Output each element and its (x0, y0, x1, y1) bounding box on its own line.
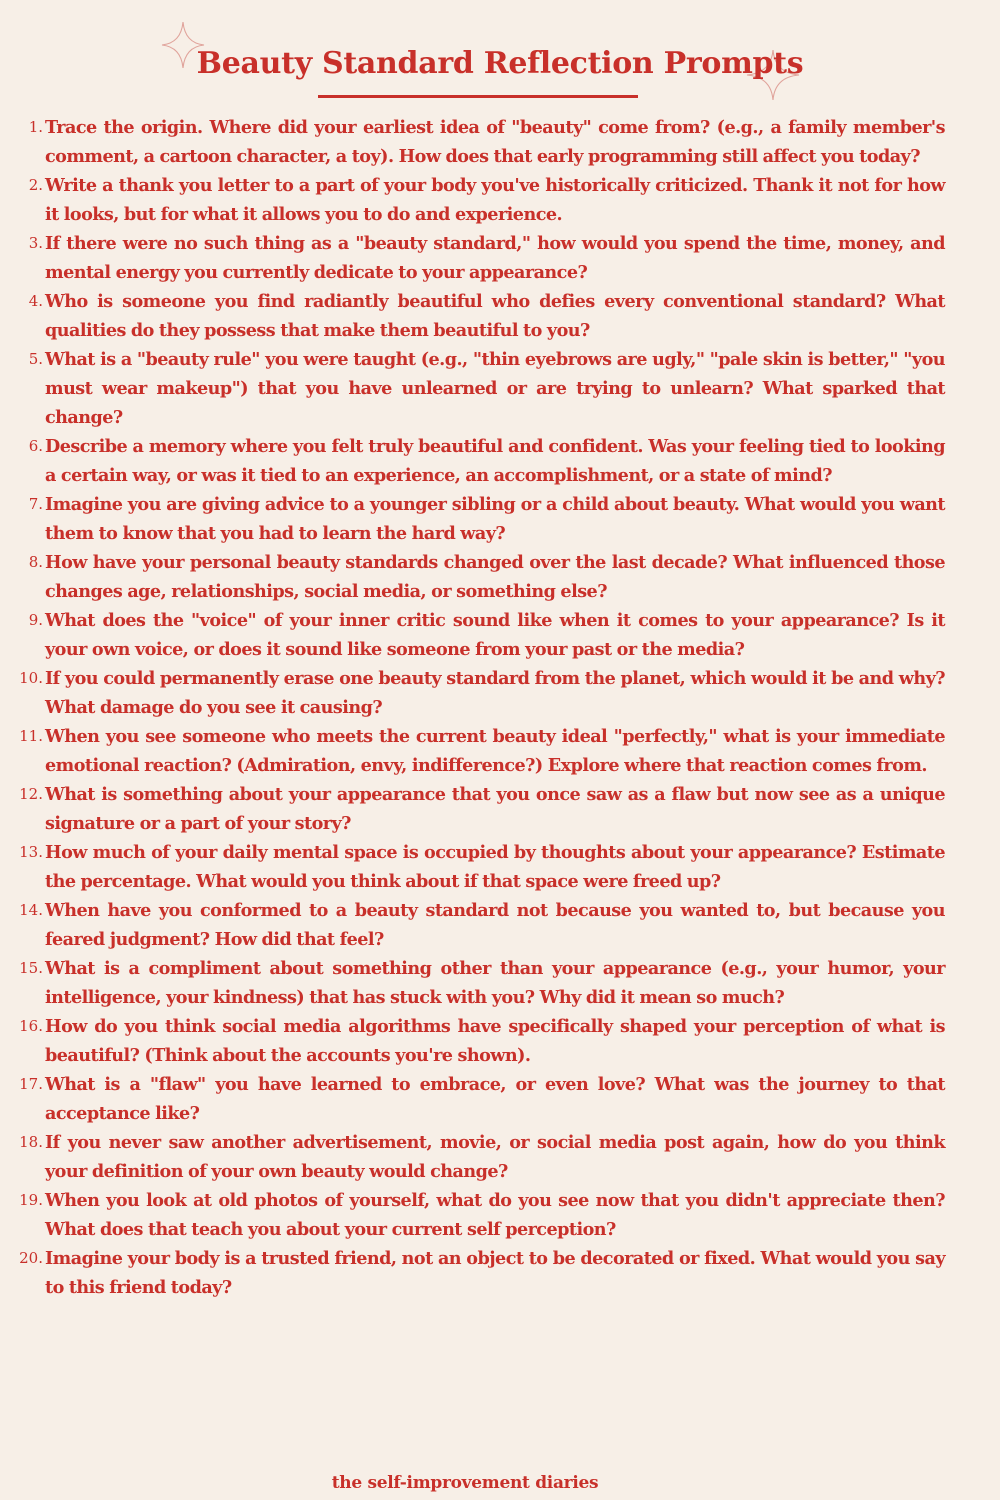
prompt-item (0, 345, 1000, 432)
prompt-number: 18. (19, 1133, 43, 1151)
prompt-number: 19. (19, 1191, 43, 1209)
prompt-item (0, 780, 1000, 838)
prompt-number: 15. (19, 959, 43, 977)
prompt-number: 10. (19, 669, 43, 687)
prompt-item (0, 1186, 1000, 1244)
prompt-item (0, 171, 1000, 229)
prompt-number: 16. (19, 1017, 43, 1035)
prompt-text: Who is someone you find radiantly beautiful who defies every conventional standard? What qualities do they possess that make them beautiful to you? (45, 291, 945, 341)
prompt-text: Describe a memory where you felt truly beautiful and confident. Was your feeling tied to looking a certain way, or was it tied to an experience, an accomplishment, or a state of mind? (45, 436, 945, 486)
prompt-number: 17. (19, 1075, 43, 1093)
prompt-item (0, 1128, 1000, 1186)
prompt-item (0, 113, 1000, 171)
prompt-text: What is a "beauty rule" you were taught (e.g., "thin eyebrows are ugly," "pale skin is better," "you must wear makeup") that you have unlearned or are trying to unlearn? What sparked that change? (45, 349, 945, 428)
prompt-item (0, 1012, 1000, 1070)
prompt-text: Imagine your body is a trusted friend, not an object to be decorated or fixed. What would you say to this friend today? (45, 1248, 945, 1298)
prompt-number: 5. (28, 350, 43, 368)
prompt-text: If you could permanently erase one beauty standard from the planet, which would it be and why? What damage do you see it causing? (45, 668, 945, 718)
prompt-item (0, 287, 1000, 345)
prompt-number: 1. (28, 118, 43, 136)
prompt-item (0, 954, 1000, 1012)
prompt-text: If there were no such thing as a "beauty standard," how would you spend the time, money, and mental energy you currently dedicate to your appearance? (45, 233, 945, 283)
prompt-text: What is something about your appearance that you once saw as a flaw but now see as a unique signature or a part of your story? (45, 784, 945, 834)
prompt-text: How do you think social media algorithms have specifically shaped your perception of what is beautiful? (Think about the accounts you're shown). (45, 1016, 945, 1066)
prompt-item (0, 432, 1000, 490)
prompt-text: If you never saw another advertisement, movie, or social media post again, how do you think your definition of your own beauty would change? (45, 1132, 945, 1182)
prompt-text: When have you conformed to a beauty standard not because you wanted to, but because you feared judgment? How did that feel? (45, 900, 945, 950)
prompt-number: 11. (19, 727, 43, 745)
prompt-item (0, 838, 1000, 896)
prompt-number: 4. (28, 292, 43, 310)
prompt-text: Imagine you are giving advice to a younger sibling or a child about beauty. What would you want them to know that you had to learn the hard way? (45, 494, 945, 544)
prompt-text: What does the "voice" of your inner critic sound like when it comes to your appearance? Is it your own voice, or does it sound like someone from your past or the media? (45, 610, 945, 660)
prompt-text: How much of your daily mental space is occupied by thoughts about your appearance? Estimate the percentage. What would you think about if that space were freed up? (45, 842, 945, 892)
prompt-item (0, 722, 1000, 780)
prompt-text: Trace the origin. Where did your earliest idea of "beauty" come from? (e.g., a family member's comment, a cartoon character, a toy). How does that early programming still affect you today? (45, 117, 945, 167)
prompt-item (0, 229, 1000, 287)
prompt-text: How have your personal beauty standards changed over the last decade? What influenced those changes age, relationships, social media, or something else? (45, 552, 945, 602)
prompt-text: What is a compliment about something other than your appearance (e.g., your humor, your intelligence, your kindness) that has stuck with you? Why did it mean so much? (45, 958, 945, 1008)
prompt-item (0, 606, 1000, 664)
prompt-number: 12. (19, 785, 43, 803)
prompt-number: 3. (28, 234, 43, 252)
prompt-text: When you see someone who meets the current beauty ideal "perfectly," what is your immediate emotional reaction? (Admiration, envy, indifference?) Explore where that reaction comes from. (45, 726, 945, 776)
prompt-item (0, 548, 1000, 606)
prompt-text: When you look at old photos of yourself, what do you see now that you didn't appreciate then? What does that teach you about your current self perception? (45, 1190, 945, 1240)
prompt-text: Write a thank you letter to a part of your body you've historically criticized. Thank it not for how it looks, but for what it allows you to do and experience. (45, 175, 945, 225)
prompt-number: 7. (28, 495, 43, 513)
prompt-list (0, 113, 1000, 1302)
prompt-number: 14. (19, 901, 43, 919)
prompt-number: 8. (28, 553, 43, 571)
prompt-text: What is a "flaw" you have learned to embrace, or even love? What was the journey to that acceptance like? (45, 1074, 945, 1124)
prompt-item (0, 490, 1000, 548)
prompt-item (0, 1244, 1000, 1302)
prompt-item (0, 664, 1000, 722)
prompt-number: 20. (19, 1249, 43, 1267)
prompt-number: 2. (28, 176, 43, 194)
prompt-number: 9. (28, 611, 43, 629)
prompt-item (0, 1070, 1000, 1128)
page-title: Beauty Standard Reflection Prompts (196, 46, 804, 81)
prompt-number: 13. (19, 843, 43, 861)
prompt-item (0, 896, 1000, 954)
title-underline (318, 95, 638, 98)
prompt-number: 6. (28, 437, 43, 455)
footer-brand: the self-improvement diaries (331, 1473, 599, 1493)
